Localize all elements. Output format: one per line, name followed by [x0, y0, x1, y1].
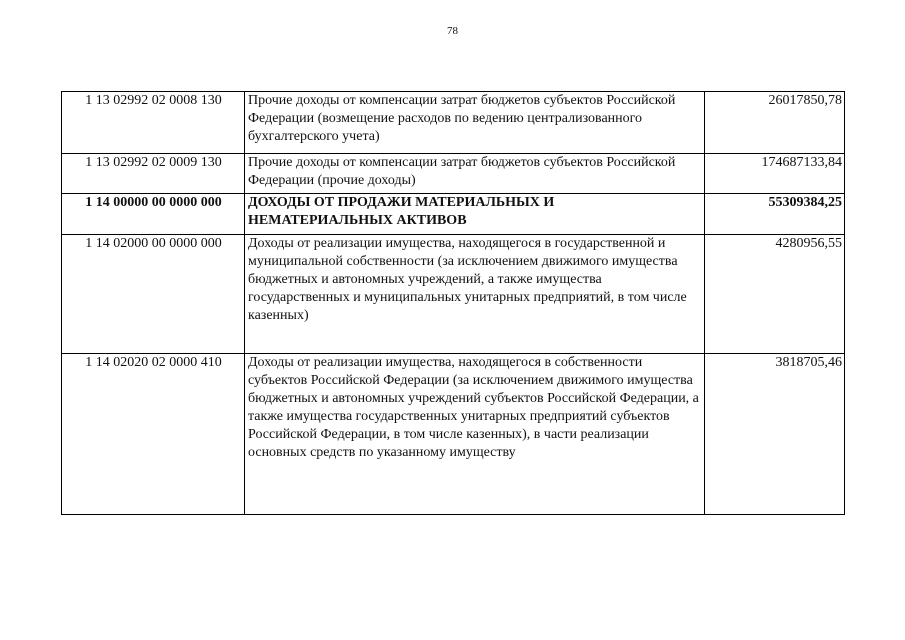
amount-cell: 26017850,78	[705, 92, 845, 154]
budget-code-cell: 1 13 02992 02 0009 130	[62, 154, 245, 194]
page-number: 78	[447, 25, 458, 37]
description-cell: Прочие доходы от компенсации затрат бюджетов субъектов Российской Федерации (возмещение расходов по ведению централизованного бухгалтерского учета)	[245, 92, 705, 154]
description-cell: Прочие доходы от компенсации затрат бюджетов субъектов Российской Федерации (прочие доходы)	[245, 154, 705, 194]
budget-code-cell: 1 14 02000 00 0000 000	[62, 235, 245, 354]
amount-cell: 3818705,46	[705, 354, 845, 515]
budget-code-cell: 1 14 02020 02 0000 410	[62, 354, 245, 515]
amount-cell: 4280956,55	[705, 235, 845, 354]
description-cell: ДОХОДЫ ОТ ПРОДАЖИ МАТЕРИАЛЬНЫХ И НЕМАТЕРИАЛЬНЫХ АКТИВОВ	[245, 194, 705, 235]
table-row	[62, 194, 845, 235]
budget-code-cell: 1 13 02992 02 0008 130	[62, 92, 245, 154]
table-row	[62, 235, 845, 354]
table-row	[62, 92, 845, 154]
amount-cell: 174687133,84	[705, 154, 845, 194]
amount-cell: 55309384,25	[705, 194, 845, 235]
description-cell: Доходы от реализации имущества, находящегося в государственной и муниципальной собственности (за исключением движимого имущества бюджетных и автономных учреждений, а также имущества государственных и муниципальных унитарных предприятий, в том числе казенных)	[245, 235, 705, 354]
description-cell: Доходы от реализации имущества, находящегося в собственности субъектов Российской Федерации (за исключением движимого имущества бюджетных и автономных учреждений субъектов Российской Федерации, а также имущества государственных унитарных предприятий субъектов Российской Федерации, в том числе казенных), в части реализации основных средств по указанному имуществу	[245, 354, 705, 515]
revenue-table	[61, 91, 845, 515]
table-row	[62, 154, 845, 194]
table-row	[62, 354, 845, 515]
budget-code-cell: 1 14 00000 00 0000 000	[62, 194, 245, 235]
